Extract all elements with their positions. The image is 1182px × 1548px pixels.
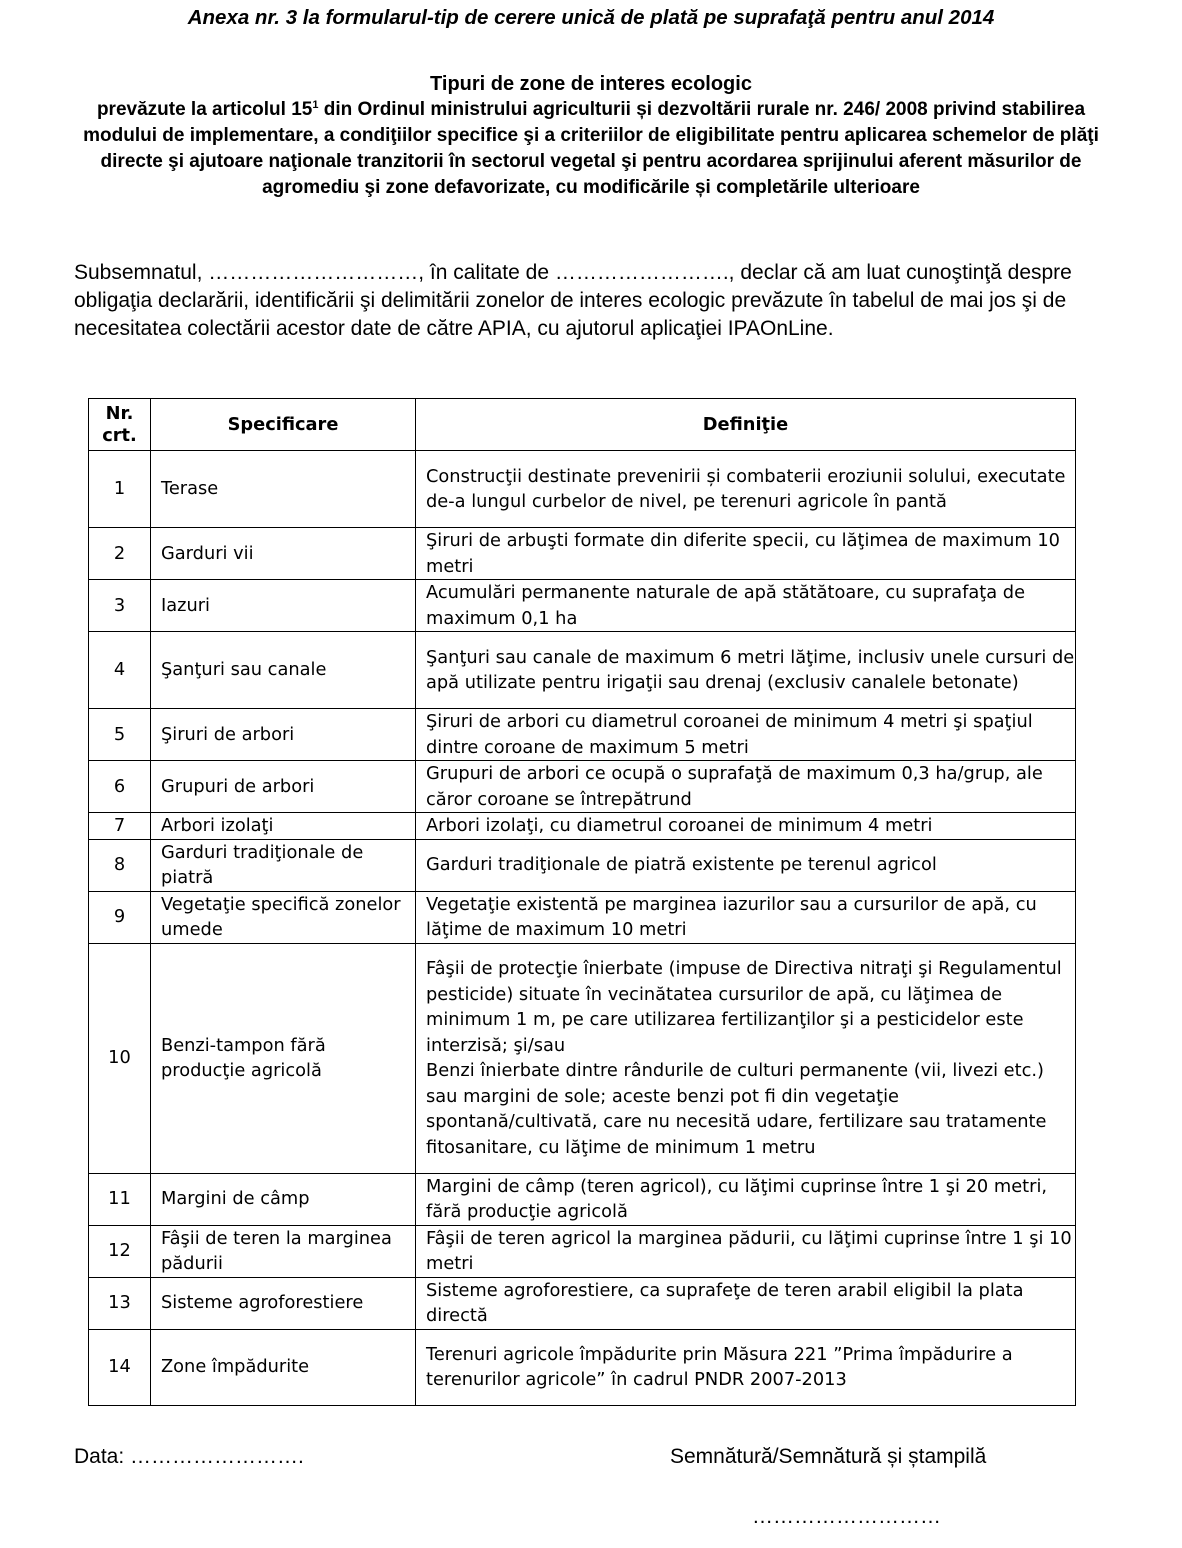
- table-row: [89, 839, 1076, 891]
- header-definitie: Definiţie: [416, 399, 1076, 451]
- row-definitie: Acumulări permanente naturale de apă stătătoare, cu suprafaţa de maximum 0,1 ha: [416, 580, 1076, 632]
- table-row: [89, 709, 1076, 761]
- row-definitie: Şiruri de arbuşti formate din diferite specii, cu lăţimea de maximum 10 metri: [416, 528, 1076, 580]
- row-nr: 10: [89, 943, 151, 1173]
- row-nr: 11: [89, 1173, 151, 1225]
- row-definitie: Grupuri de arbori ce ocupă o suprafaţă de maximum 0,3 ha/grup, ale căror coroane se întrepătrund: [416, 761, 1076, 813]
- row-definitie: Construcţii destinate prevenirii și combaterii eroziunii solului, executate de-a lungul curbelor de nivel, pe terenuri agricole în pantă: [416, 451, 1076, 528]
- row-definitie: Şanţuri sau canale de maximum 6 metri lăţime, inclusiv unele cursuri de apă utilizate pentru irigaţii sau drenaj (exclusiv canalele betonate): [416, 632, 1076, 709]
- document-title: Tipuri de zone de interes ecologic: [430, 73, 752, 95]
- table-row: [89, 1173, 1076, 1225]
- row-specificare: Garduri vii: [151, 528, 416, 580]
- table-row: [89, 632, 1076, 709]
- row-specificare: Iazuri: [151, 580, 416, 632]
- row-nr: 12: [89, 1225, 151, 1277]
- row-definitie: Şiruri de arbori cu diametrul coroanei de minimum 4 metri şi spaţiul dintre coroane de maximum 5 metri: [416, 709, 1076, 761]
- row-definitie: Sisteme agroforestiere, ca suprafeţe de teren arabil eligibil la plata directă: [416, 1277, 1076, 1329]
- table-header-row: [89, 399, 1076, 451]
- table-row: [89, 891, 1076, 943]
- header-nr: Nr. crt.: [89, 399, 151, 451]
- table-row: [89, 580, 1076, 632]
- row-nr: 5: [89, 709, 151, 761]
- header-specificare: Specificare: [151, 399, 416, 451]
- row-nr: 7: [89, 813, 151, 840]
- table-row: [89, 528, 1076, 580]
- row-specificare: Benzi-tampon fără producţie agricolă: [151, 943, 416, 1173]
- row-specificare: Şiruri de arbori: [151, 709, 416, 761]
- subtitle-superscript: 1: [312, 99, 319, 111]
- row-definitie: Margini de câmp (teren agricol), cu lăţimi cuprinse între 1 şi 20 metri, fără producţie agricolă: [416, 1173, 1076, 1225]
- row-nr: 13: [89, 1277, 151, 1329]
- document-heading: [60, 71, 1122, 201]
- row-definitie: Vegetaţie existentă pe marginea iazurilor sau a cursurilor de apă, cu lăţime de maximum 10 metri: [416, 891, 1076, 943]
- signature-line: ………………………: [752, 1505, 941, 1528]
- row-definitie: Fâşii de protecţie înierbate (impuse de Directiva nitraţi şi Regulamentul pesticide) situate în vecinătatea cursurilor de apă, cu lăţimea de minimum 1 m, pe care utilizarea fertilizanţilor şi a pesticidelor este interzisă; şi/sau Benzi înierbate dintre rândurile de culturi permanente (vii, livezi etc.) sau margini de sole; aceste benzi pot fi din vegetaţie spontană/cultivată, care nu necesită udare, fertilizare sau tratamente fitosanitare, cu lăţime de minimum 1 metru: [416, 943, 1076, 1173]
- annex-title: Anexa nr. 3 la formularul-tip de cerere unică de plată pe suprafaţă pentru anul 2014: [187, 6, 995, 29]
- row-specificare: Margini de câmp: [151, 1173, 416, 1225]
- row-specificare: Arbori izolaţi: [151, 813, 416, 840]
- table-row: [89, 813, 1076, 840]
- row-nr: 3: [89, 580, 151, 632]
- row-nr: 14: [89, 1329, 151, 1405]
- row-nr: 8: [89, 839, 151, 891]
- row-specificare: Grupuri de arbori: [151, 761, 416, 813]
- table-row: [89, 1225, 1076, 1277]
- table-row: [89, 943, 1076, 1173]
- row-nr: 4: [89, 632, 151, 709]
- document-subtitle: [60, 97, 1122, 201]
- row-specificare: Sisteme agroforestiere: [151, 1277, 416, 1329]
- row-specificare: Fâşii de teren la marginea pădurii: [151, 1225, 416, 1277]
- table-row: [89, 761, 1076, 813]
- row-nr: 2: [89, 528, 151, 580]
- row-nr: 6: [89, 761, 151, 813]
- row-nr: 9: [89, 891, 151, 943]
- row-specificare: Terase: [151, 451, 416, 528]
- row-definitie: Fâşii de teren agricol la marginea pădurii, cu lăţimi cuprinse între 1 şi 10 metri: [416, 1225, 1076, 1277]
- table-row: [89, 1277, 1076, 1329]
- row-specificare: Şanţuri sau canale: [151, 632, 416, 709]
- signature-label: Semnătură/Semnătură și ștampilă: [670, 1445, 987, 1468]
- row-specificare: Garduri tradiţionale de piatră: [151, 839, 416, 891]
- row-nr: 1: [89, 451, 151, 528]
- row-definitie: Garduri tradiţionale de piatră existente pe terenul agricol: [416, 839, 1076, 891]
- date-field: Data: …………………….: [74, 1445, 304, 1468]
- table-row: [89, 1329, 1076, 1405]
- row-definitie: Arbori izolaţi, cu diametrul coroanei de minimum 4 metri: [416, 813, 1076, 840]
- row-definitie: Terenuri agricole împădurite prin Măsura 221 ”Prima împădurire a terenurilor agricole” în cadrul PNDR 2007-2013: [416, 1329, 1076, 1405]
- ecological-zones-table: [88, 398, 1076, 1406]
- subtitle-post: din Ordinul ministrului agriculturii și dezvoltării rurale nr. 246/ 2008 privind stabilirea modului de implementare, a condiţiilor specifice şi a criteriilor de eligibilitate pentru aplicarea schemelor de plăţi directe şi ajutoare naţionale tranzitorii în sectorul vegetal şi pentru acordarea sprijinului aferent măsurilor de agromediu şi zone defavorizate, cu modificările și completările ulterioare: [83, 99, 1099, 198]
- row-specificare: Vegetaţie specifică zonelor umede: [151, 891, 416, 943]
- subtitle-pre: prevăzute la articolul 15: [96, 99, 313, 120]
- declaration-paragraph: Subsemnatul, …………………………, în calitate de ……………………., declar că am luat cunoştinţă despre obligaţia declarării, identificării şi delimitării zonelor de interes ecologic prevăzute în tabelul de mai jos şi de necesitatea colectării acestor date de către APIA, cu ajutorul aplicaţiei IPAOnLine.: [74, 261, 1072, 340]
- row-specificare: Zone împădurite: [151, 1329, 416, 1405]
- table-row: [89, 451, 1076, 528]
